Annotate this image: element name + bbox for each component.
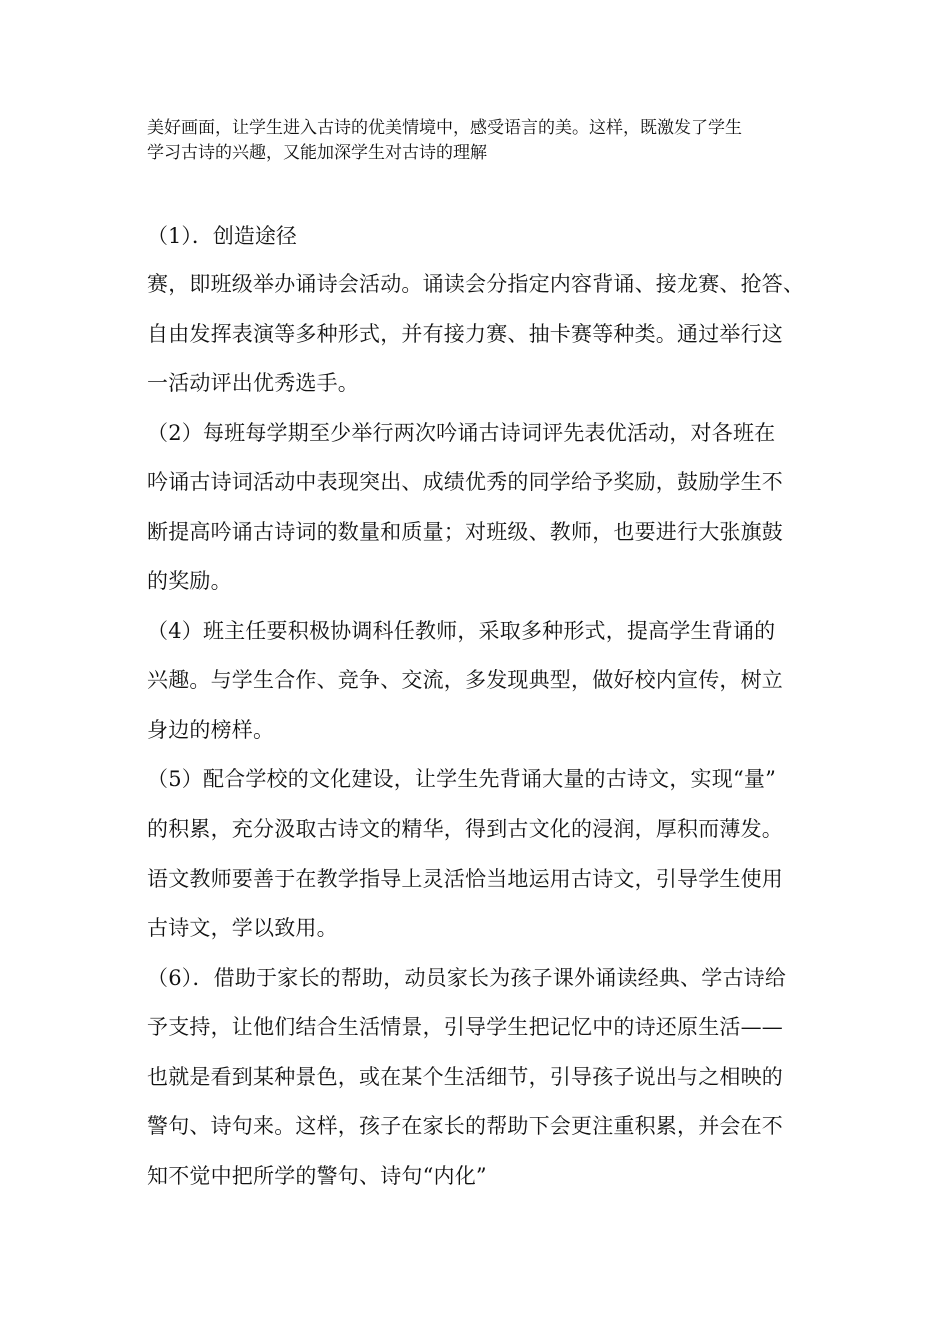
body-line: 自由发挥表演等多种形式，并有接力赛、抽卡赛等种类。通过举行这: [147, 321, 783, 346]
section-heading: （1）．创造途径: [147, 224, 297, 248]
body-text: [147, 264, 817, 1205]
body-line: 一活动评出优秀选手。: [147, 371, 359, 396]
body-line: 吟诵古诗词活动中表现突出、成绩优秀的同学给予奖励，鼓励学生不: [147, 470, 783, 495]
body-line: 语文教师要善于在教学指导上灵活恰当地运用古诗文，引导学生使用: [147, 866, 783, 891]
body-line: 身边的榜样。: [147, 717, 275, 742]
intro-paragraph: [147, 116, 812, 166]
intro-line: 美好画面，让学生进入古诗的优美情境中，感受语言的美。这样，既激发了学生: [147, 118, 742, 138]
body-line: 警句、诗句来。这样，孩子在家长的帮助下会更注重积累，并会在不: [147, 1114, 783, 1139]
body-line: 赛，即班级举办诵诗会活动。诵读会分指定内容背诵、接龙赛、抢答、: [147, 272, 805, 296]
body-line: 古诗文，学以致用。: [147, 916, 338, 941]
body-line: 的奖励。: [147, 569, 232, 594]
body-line: （6）．借助于家长的帮助，动员家长为孩子课外诵读经典、学古诗给: [147, 965, 787, 990]
intro-line: 学习古诗的兴趣，又能加深学生对古诗的理解: [147, 143, 487, 163]
body-line: 予支持，让他们结合生活情景，引导学生把记忆中的诗还原生活——: [147, 1015, 783, 1040]
body-line: （5）配合学校的文化建设，让学生先背诵大量的古诗文，实现“量”: [147, 767, 777, 792]
body-line: 断提高吟诵古诗词的数量和质量；对班级、教师，也要进行大张旗鼓: [147, 519, 783, 544]
body-line: 知不觉中把所学的警句、诗句“内化”: [147, 1163, 487, 1188]
body-line: （4）班主任要积极协调科任教师，采取多种形式，提高学生背诵的: [147, 618, 776, 643]
body-line: 也就是看到某种景色，或在某个生活细节，引导孩子说出与之相映的: [147, 1064, 783, 1089]
body-line: 的积累，充分汲取古诗文的精华，得到古文化的浸润，厚积而薄发。: [147, 817, 783, 842]
body-line: 兴趣。与学生合作、竞争、交流，多发现典型，做好校内宣传，树立: [147, 668, 783, 693]
body-line: （2）每班每学期至少举行两次吟诵古诗词评先表优活动，对各班在: [147, 420, 776, 445]
